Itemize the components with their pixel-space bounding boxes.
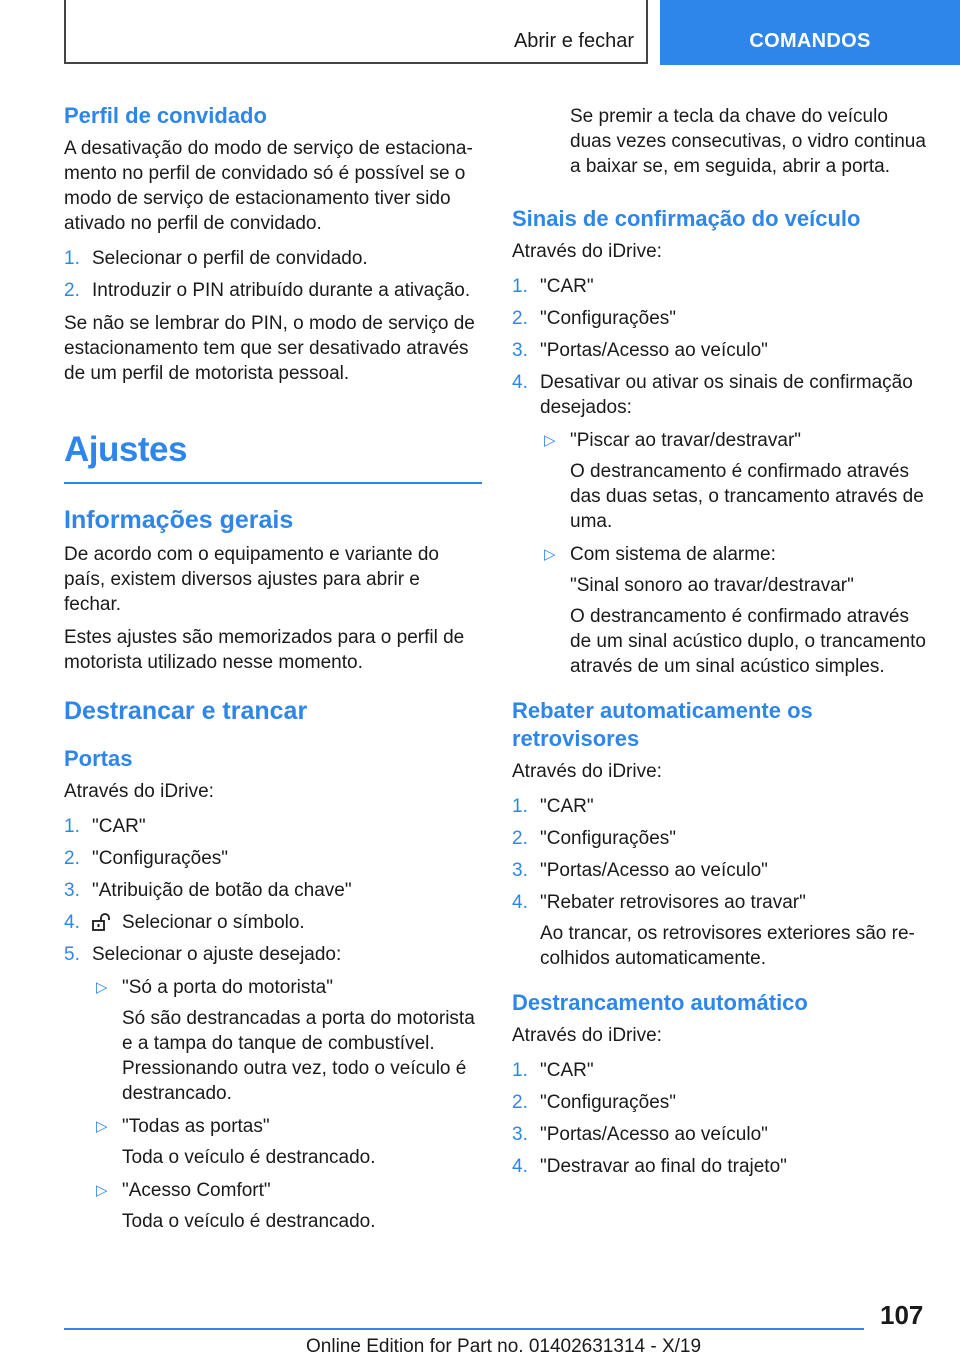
mirrors-note: Ao trancar, os retrovisores exteriores são recolhidos automaticamente. [540, 923, 915, 969]
guest-profile-steps [64, 246, 482, 303]
list-item: ▷ "Todas as portas" Toda o veículo é destrancado. [96, 1116, 376, 1168]
doors-heading: Portas [64, 746, 133, 771]
list-item: 2. "Configurações" [512, 828, 677, 849]
header-section-tab [64, 0, 648, 64]
header-section-label: Abrir e fechar [513, 30, 634, 52]
confirm-signals-heading: Sinais de confirmação do veículo [512, 206, 861, 231]
list-item: ▷ "Só a porta do motorista" Só são destrancadas a porta do motorista e a tampa do tanque de combustível. Pressionando outra vez, todo o veículo é destrancado. [96, 977, 475, 1104]
general-info-p1: De acordo com o equipamento e variante do país, existem diversos ajustes para abrir e fechar. [64, 544, 439, 615]
list-item: ▷ "Acesso Comfort" Toda o veículo é destrancado. [96, 1180, 376, 1232]
mirrors-intro: Através do iDrive: [512, 761, 662, 782]
list-item: 4. Selecionar o símbolo. [64, 912, 305, 933]
bullet-triangle-icon: ▷ [96, 1182, 108, 1199]
list-item: 1. "CAR" [512, 796, 594, 817]
continuation-text: Se premir a tecla da chave do veículo duas vezes consecutivas, o vidro continua a baixar se, em seguida, abrir a porta. [570, 106, 926, 177]
list-item: 5. Selecionar o ajuste desejado: ▷ "Só a porta do motorista" Só são destrancadas a porta do motorista e a tampa do tanque de combustível. Pressionando outra vez, todo o veículo é destrancado. ▷ "Todas as portas" Toda o veículo é destrancado. ▷ "Acesso Comfort" Toda o veículo é destrancado. [64, 942, 482, 1234]
bullet-triangle-icon: ▷ [544, 432, 556, 449]
doors-intro: Através do iDrive: [64, 781, 214, 802]
bullet-triangle-icon: ▷ [96, 979, 108, 996]
list-item: 3. "Portas/Acesso ao veículo" [512, 340, 768, 361]
auto-unlock-intro: Através do iDrive: [512, 1025, 662, 1046]
list-item: 1. Selecionar o perfil de convidado. [64, 248, 368, 269]
general-info-p2: Estes ajustes são memorizados para o perfil de motorista utilizado nesse momento. [64, 627, 465, 673]
left-column [64, 96, 482, 1242]
list-item: ▷ Com sistema de alarme: "Sinal sonoro ao travar/destravar" O destrancamento é confirmado através de um sinal acústico duplo, o trancamento através de um sinal acústico simples. [544, 544, 926, 677]
list-item: 2. "Configurações" [512, 1092, 677, 1113]
list-item: 4. "Rebater retrovisores ao travar" Ao trancar, os retrovisores exteriores são recolhidos automaticamente. [512, 890, 932, 971]
bullet-triangle-icon: ▷ [544, 546, 556, 563]
list-item: 2. Introduzir o PIN atribuído durante a ativação. [64, 280, 471, 301]
list-item: 1. "CAR" [512, 1060, 594, 1081]
list-item: 2. "Configurações" [512, 308, 677, 329]
general-info-heading: Informações gerais [64, 506, 294, 534]
list-item: 3. "Portas/Acesso ao veículo" [512, 860, 768, 881]
auto-unlock-steps [512, 1058, 932, 1179]
bullet-triangle-icon: ▷ [96, 1118, 108, 1135]
header-chapter-label: COMANDOS [749, 30, 871, 52]
doors-options [92, 975, 482, 1234]
list-item: 2. "Configurações" [64, 848, 229, 869]
page-number: 107 [880, 1300, 924, 1330]
list-item: 3. "Atribuição de botão da chave" [64, 880, 352, 901]
list-item: 4. "Destravar ao final do trajeto" [512, 1156, 787, 1177]
header-chapter-tab [660, 0, 960, 65]
doors-steps [64, 814, 482, 1234]
confirm-signals-intro: Através do iDrive: [512, 241, 662, 262]
guest-profile-note: Se não se lembrar do PIN, o modo de serviço de estacionamento tem que ser desativado através de um perfil de motorista pessoal. [64, 313, 475, 384]
chapter-heading: Ajustes [64, 428, 482, 484]
list-item: 1. "CAR" [64, 816, 146, 837]
auto-unlock-heading: Destrancamento automático [512, 990, 808, 1015]
list-item: 1. "CAR" [512, 276, 594, 297]
confirm-signals-options [540, 428, 932, 679]
list-item: 3. "Portas/Acesso ao veículo" [512, 1124, 768, 1145]
mirrors-heading: Rebater automaticamente os retrovisores [512, 698, 813, 751]
mirrors-steps [512, 794, 932, 971]
guest-profile-intro: A desativação do modo de serviço de estacionamento no perfil de convidado só é possível se o modo de serviço de estacionamento tiver sido ativado no perfil de convidado. [64, 138, 473, 234]
footer-rule [64, 1328, 864, 1330]
list-item: 4. Desativar ou ativar os sinais de confirmação desejados: ▷ "Piscar ao travar/destravar" O destrancamento é confirmado através das duas setas, o trancamento através de uma. ▷ Com sistema de alarme: "Sinal sonoro ao travar/destravar" O destrancamento é confirmado através de um sinal acústico duplo, o trancamento através de um sinal acústico simples. [512, 370, 932, 679]
footer-edition: Online Edition for Part no. 01402631314 - X/19 [306, 1336, 702, 1357]
list-item: ▷ "Piscar ao travar/destravar" O destrancamento é confirmado através das duas setas, o trancamento através de uma. [544, 430, 924, 532]
confirm-signals-steps [512, 274, 932, 679]
unlock-symbol-icon [92, 913, 114, 931]
right-column [512, 96, 932, 1187]
guest-profile-heading: Perfil de convidado [64, 103, 267, 128]
lock-unlock-heading: Destrancar e trancar [64, 697, 308, 725]
